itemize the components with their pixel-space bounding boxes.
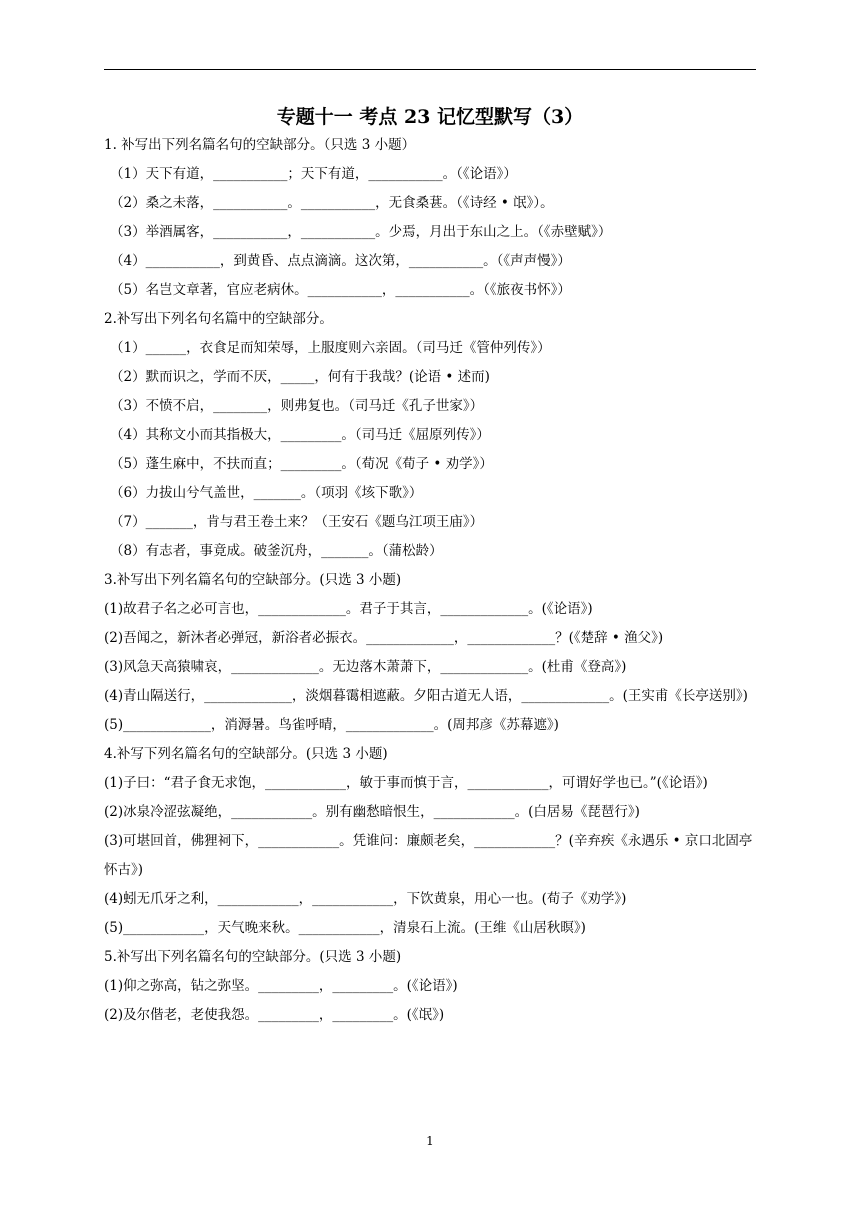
section-1-heading: 1. 补写出下列名篇名句的空缺部分。（只选 3 小题）: [104, 137, 416, 153]
question-item: (2)及尔偕老，老使我怨。_________，_________。(《氓》): [104, 1007, 445, 1023]
question-item: (5)____________，天气晚来秋。____________，清泉石上流。(王维《山居秋暝》): [104, 920, 586, 936]
question-item: (4)青山隔送行，_____________，淡烟暮霭相遮蔽。夕阳古道无人语，_____________。(王实甫《长亭送别》): [104, 688, 748, 704]
question-item: (4)蚓无爪牙之利，____________，____________，下饮黄泉，用心一也。(荀子《劝学》): [104, 891, 627, 907]
section-4-heading: 4.补写下列名篇名句的空缺部分。(只选 3 小题): [104, 746, 388, 762]
question-item: （1）______，衣食足而知荣辱，上服度则六亲固。（司马迁《管仲列传》）: [110, 340, 551, 356]
question-item: （4）其称文小而其指极大，_________。（司马迁《屈原列传》）: [110, 427, 490, 443]
question-item: (2)吾闻之，新沐者必弹冠，新浴者必振衣。_____________，_____________？(《楚辞 • 渔父》): [104, 630, 664, 646]
question-item: （1）天下有道，___________；天下有道，___________。（《论语》）: [110, 166, 517, 182]
question-item: (3)可堪回首，佛狸祠下，____________。凭谁问：廉颇老矣，____________？(辛弃疾《永遇乐 • 京口北固亭怀古》): [104, 833, 753, 878]
question-item: （7）_______，肯与君王卷土来？（王安石《题乌江项王庙》）: [110, 514, 484, 530]
question-item: （4）___________，到黄昏、点点滴滴。这次第，___________。（《声声慢》）: [110, 253, 571, 269]
section-5-heading: 5.补写出下列名篇名句的空缺部分。(只选 3 小题): [104, 949, 402, 965]
page-number: 1: [426, 1134, 434, 1148]
question-item: (5)_____________，消溽暑。鸟雀呼晴，_____________。(周邦彦《苏幕遮》): [104, 717, 559, 733]
question-item: （2）桑之未落，___________。___________，无食桑葚。（《诗经 • 氓》）。: [110, 195, 554, 211]
section-2-heading: 2.补写出下列名句名篇中的空缺部分。: [104, 311, 333, 327]
document-body: [104, 131, 754, 1030]
question-item: （5）名岂文章著，官应老病休。___________，___________。（《旅夜书怀》）: [110, 282, 571, 298]
section-3-heading: 3.补写出下列名篇名句的空缺部分。(只选 3 小题): [104, 572, 402, 588]
question-item: （3）不愤不启，________，则弗复也。（司马迁《孔子世家》）: [110, 398, 484, 414]
question-item: (1)子曰：“君子食无求饱，____________，敏于事而慎于言，____________，可谓好学也已。”(《论语》): [104, 775, 708, 791]
question-item: (2)冰泉冷涩弦凝绝，____________。别有幽愁暗恨生，____________。(白居易《琵琶行》): [104, 804, 640, 820]
question-item: (3)风急天高猿啸哀，_____________。无边落木萧萧下，_____________。(杜甫《登高》): [104, 659, 627, 675]
question-item: （8）有志者，事竟成。破釜沉舟，_______。（蒲松龄）: [110, 543, 443, 559]
question-item: （5）蓬生麻中，不扶而直；_________。（荀况《荀子 • 劝学》）: [110, 456, 493, 472]
question-item: （3）举酒属客，___________，___________。少焉，月出于东山之上。（《赤壁赋》）: [110, 224, 612, 240]
question-item: (1)仰之弥高，钻之弥坚。_________，_________。(《论语》): [104, 978, 458, 994]
question-item: （2）默而识之，学而不厌，_____，何有于我哉？(论语 • 述而): [110, 369, 490, 385]
header-rule: [104, 69, 756, 70]
question-item: (1)故君子名之必可言也，_____________。君子于其言，_____________。(《论语》): [104, 601, 593, 617]
page-title: 专题十一 考点 23 记忆型默写（3）: [276, 106, 584, 128]
question-item: （6）力拔山兮气盖世，_______。（项羽《垓下歌》）: [110, 485, 423, 501]
